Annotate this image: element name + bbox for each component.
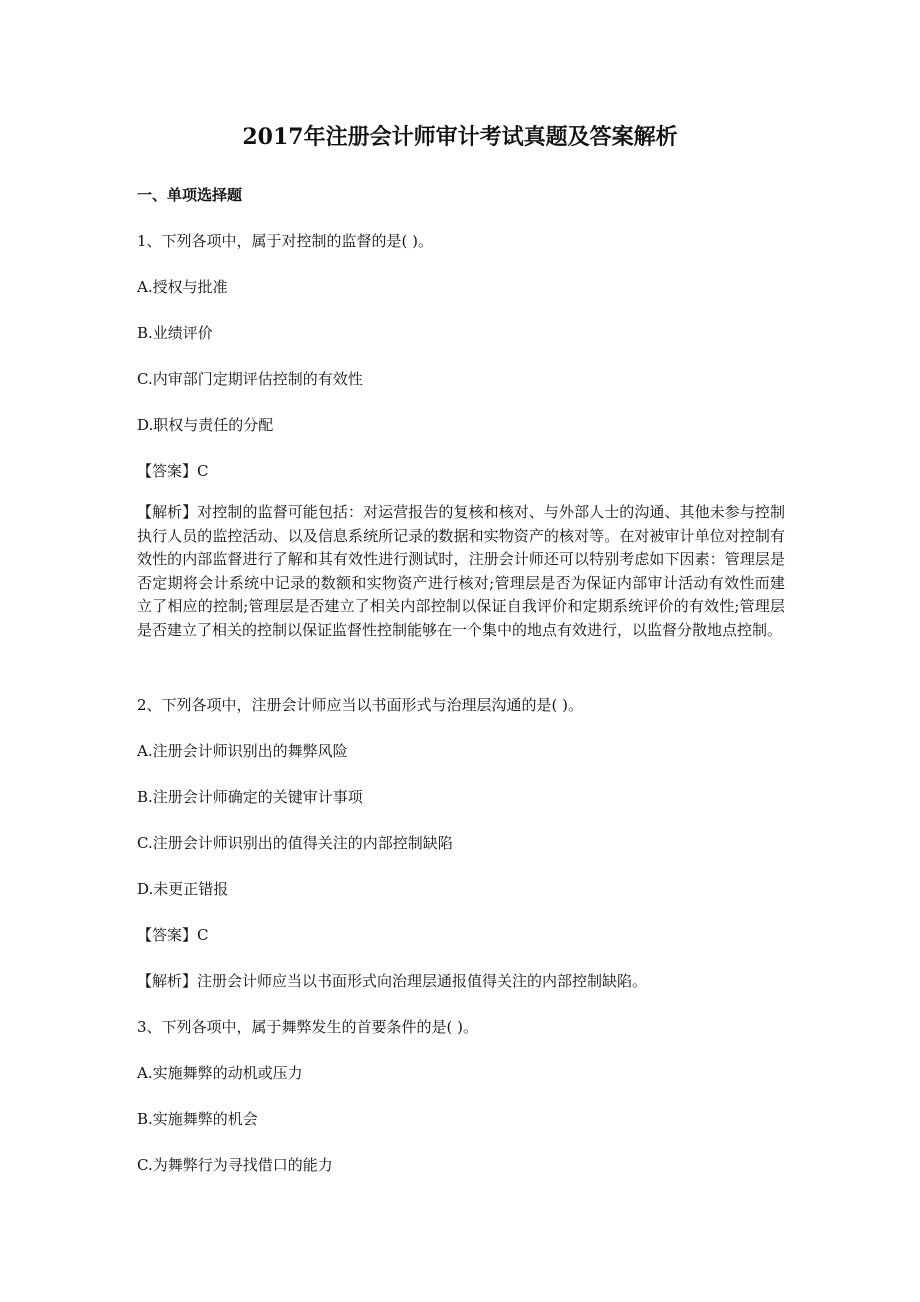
question-1-option-b: B.业绩评价: [137, 324, 213, 342]
document-title: 2017年注册会计师审计考试真题及答案解析: [242, 124, 678, 150]
question-2-stem: 2、下列各项中，注册会计师应当以书面形式与治理层沟通的是( )。: [137, 696, 584, 714]
question-3-option-b: B.实施舞弊的机会: [137, 1110, 258, 1128]
section-heading: 一、单项选择题: [137, 186, 243, 204]
question-2-option-b: B.注册会计师确定的关键审计事项: [137, 788, 363, 806]
question-3-stem: 3、下列各项中，属于舞弊发生的首要条件的是( )。: [137, 1018, 479, 1036]
question-2-option-d: D.未更正错报: [137, 880, 229, 898]
question-3-option-c: C.为舞弊行为寻找借口的能力: [137, 1156, 333, 1174]
question-1-stem: 1、下列各项中，属于对控制的监督的是( )。: [137, 232, 434, 250]
question-2-option-c: C.注册会计师识别出的值得关注的内部控制缺陷: [137, 834, 453, 852]
question-2-option-a: A.注册会计师识别出的舞弊风险: [137, 742, 348, 760]
question-2-answer: 【答案】C: [137, 926, 209, 944]
question-1-analysis: 【解析】对控制的监督可能包括：对运营报告的复核和核对、与外部人士的沟通、其他未参与控制执行人员的监控活动、以及信息系统所记录的数据和实物资产的核对等。在对被审计单位对控制有效性的内部监督进行了解和其有效性进行测试时，注册会计师还可以特别考虑如下因素：管理层是否定期将会计系统中记录的数额和实物资产进行核对;管理层是否为保证内部审计活动有效性而建立了相应的控制;管理层是否建立了相关内部控制以保证自我评价和定期系统评价的有效性;管理层是否建立了相关的控制以保证监督性控制能够在一个集中的地点有效进行，以监督分散地点控制。: [137, 503, 785, 639]
question-1-option-a: A.授权与批准: [137, 278, 228, 296]
question-1-option-d: D.职权与责任的分配: [137, 416, 274, 434]
question-3-option-a: A.实施舞弊的动机或压力: [137, 1064, 303, 1082]
question-1-answer: 【答案】C: [137, 462, 209, 480]
question-2-analysis: 【解析】注册会计师应当以书面形式向治理层通报值得关注的内部控制缺陷。: [137, 972, 648, 990]
question-1-option-c: C.内审部门定期评估控制的有效性: [137, 370, 363, 388]
